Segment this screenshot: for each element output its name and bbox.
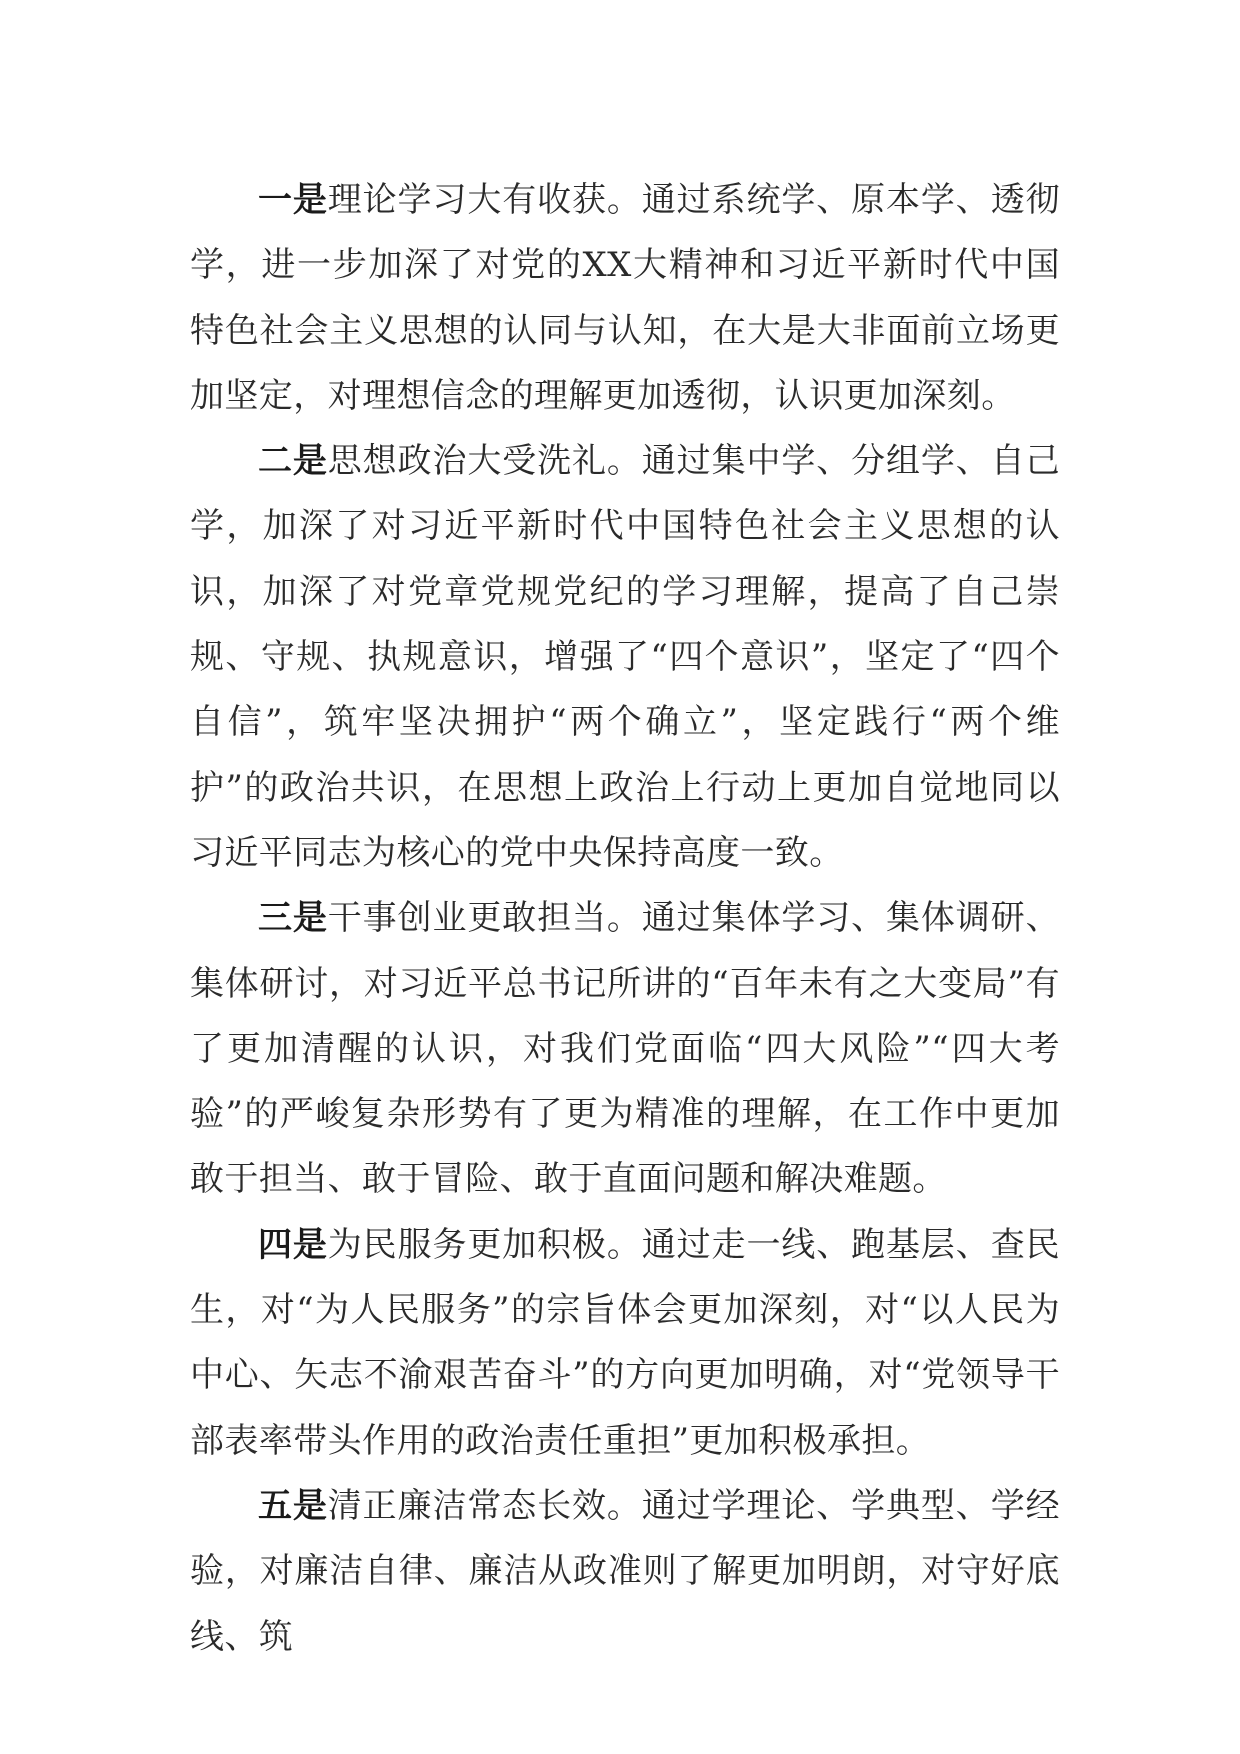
paragraph-5-text: 清正廉洁常态长效。通过学理论、学典型、学经验，对廉洁自律、廉洁从政准则了解更加明朗，对守好底线、筑	[190, 1485, 1060, 1657]
paragraph-2	[190, 429, 1060, 886]
paragraph-2-text: 思想政治大受洗礼。通过集中学、分组学、自己学，加深了对习近平新时代中国特色社会主义思想的认识，加深了对党章党规党纪的学习理解，提高了自己崇规、守规、执规意识，增强了“四个意识”，坚定了“四个自信”，筑牢坚决拥护“两个确立”，坚定践行“两个维护”的政治共识，在思想上政治上行动上更加自觉地同以习近平同志为核心的党中央保持高度一致。	[190, 441, 1060, 873]
paragraph-4-text: 为民服务更加积极。通过走一线、跑基层、查民生，对“为人民服务”的宗旨体会更加深刻，对“以人民为中心、矢志不渝艰苦奋斗”的方向更加明确，对“党领导干部表率带头作用的政治责任重担”更加积极承担。	[190, 1224, 1060, 1461]
paragraph-4	[190, 1213, 1060, 1474]
paragraph-5	[190, 1474, 1060, 1670]
document-body	[190, 168, 1060, 1670]
paragraph-5-lead: 五是	[258, 1485, 328, 1526]
paragraph-1-lead: 一是	[258, 180, 328, 220]
paragraph-3-text: 干事创业更敢担当。通过集体学习、集体调研、集体研讨，对习近平总书记所讲的“百年未有之大变局”有了更加清醒的认识，对我们党面临“四大风险”“四大考验”的严峻复杂形势有了更为精准的理解，在工作中更加敢于担当、敢于冒险、敢于直面问题和解决难题。	[190, 898, 1060, 1200]
paragraph-2-lead: 二是	[258, 441, 328, 482]
paragraph-4-lead: 四是	[258, 1224, 328, 1265]
paragraph-1-text: 理论学习大有收获。通过系统学、原本学、透彻学，进一步加深了对党的XX大精神和习近平新时代中国特色社会主义思想的认同与认知，在大是大非面前立场更加坚定，对理想信念的理解更加透彻，认识更加深刻。	[190, 180, 1060, 416]
paragraph-3-lead: 三是	[258, 898, 328, 939]
paragraph-3	[190, 886, 1060, 1212]
paragraph-1	[190, 168, 1060, 429]
